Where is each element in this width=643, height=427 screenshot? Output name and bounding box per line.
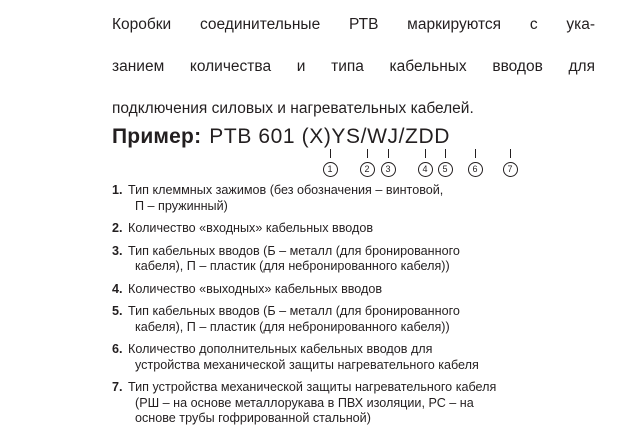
marker-tick-icon: [330, 149, 331, 158]
intro-line-2: занием количества и типа кабельных вводов для: [112, 58, 595, 75]
marker-tick-icon: [510, 149, 511, 158]
list-item: [112, 304, 595, 335]
marker-3: [380, 149, 396, 177]
marker-1: [322, 149, 338, 177]
marker-number-2: 2: [360, 162, 375, 177]
list-item-line: основе трубы гофрированной стальной): [135, 411, 371, 425]
list-item-line: Тип кабельных вводов (Б – металл (для бронированного: [128, 243, 460, 258]
marker-tick-icon: [388, 149, 389, 158]
list-item-index: 4.: [112, 281, 123, 296]
list-item-index: 6.: [112, 342, 123, 356]
marker-6: [467, 149, 483, 177]
list-item-index: 3.: [112, 243, 123, 258]
list-item-text: [128, 183, 595, 214]
list-item-index: 1.: [112, 183, 123, 197]
marker-number-3: 3: [381, 162, 396, 177]
marker-4: [417, 149, 433, 177]
list-item: [112, 282, 595, 298]
marker-5: [437, 149, 453, 177]
list-item-text: [128, 221, 595, 237]
list-item-text: [128, 282, 595, 298]
marker-number-4: 4: [418, 162, 433, 177]
list-item: [112, 342, 595, 373]
marker-number-6: 6: [468, 162, 483, 177]
marker-tick-icon: [367, 149, 368, 158]
example-code: PTB 601 (X)YS/WJ/ZDD: [209, 125, 450, 148]
intro-line-1: Коробки соединительные РТВ маркируются с ука-: [112, 16, 595, 33]
list-item-line: (РШ – на основе металлорукава в ПВХ изоляции, РС – на: [135, 395, 474, 410]
intro-line-3: подключения силовых и нагревательных кабелей.: [112, 100, 474, 117]
example-block: [112, 125, 595, 149]
list-item-text: [128, 304, 595, 335]
marker-number-1: 1: [323, 162, 338, 177]
list-item-index: 5.: [112, 304, 123, 318]
list-item-line: Тип клеммных зажимов (без обозначения – винтовой,: [128, 183, 444, 197]
list-item-line: Тип устройства механической защиты нагревательного кабеля: [128, 380, 497, 394]
list-item-index: 7.: [112, 380, 123, 394]
list-item: [112, 221, 595, 237]
marker-2: [359, 149, 375, 177]
marker-7: [502, 149, 518, 177]
legend-list: [112, 183, 595, 427]
list-item-line: Количество «входных» кабельных вводов: [128, 221, 374, 235]
list-item: [112, 380, 595, 427]
marker-row: [112, 149, 595, 175]
list-item-line: Количество «выходных» кабельных вводов: [128, 281, 383, 296]
list-item-index: 2.: [112, 221, 123, 235]
marker-number-5: 5: [438, 162, 453, 177]
marker-number-7: 7: [503, 162, 518, 177]
intro-paragraph: [112, 14, 595, 119]
list-item: [112, 183, 595, 214]
list-item-line: кабеля), П – пластик (для небронированного кабеля)): [135, 259, 450, 273]
list-item-line: Количество дополнительных кабельных вводов для: [128, 342, 433, 356]
marker-tick-icon: [425, 149, 426, 158]
list-item-text: [128, 244, 595, 275]
list-item-line: Тип кабельных вводов (Б – металл (для бронированного: [128, 304, 460, 318]
list-item-line: устройства механической защиты нагревательного кабеля: [135, 357, 479, 372]
list-item-text: [128, 380, 595, 427]
list-item-line: П – пружинный): [135, 198, 228, 213]
marker-tick-icon: [445, 149, 446, 158]
list-item: [112, 244, 595, 275]
marker-tick-icon: [475, 149, 476, 158]
example-label: Пример:: [112, 125, 202, 148]
list-item-text: [128, 342, 595, 373]
list-item-line: кабеля), П – пластик (для небронированного кабеля)): [135, 319, 450, 334]
